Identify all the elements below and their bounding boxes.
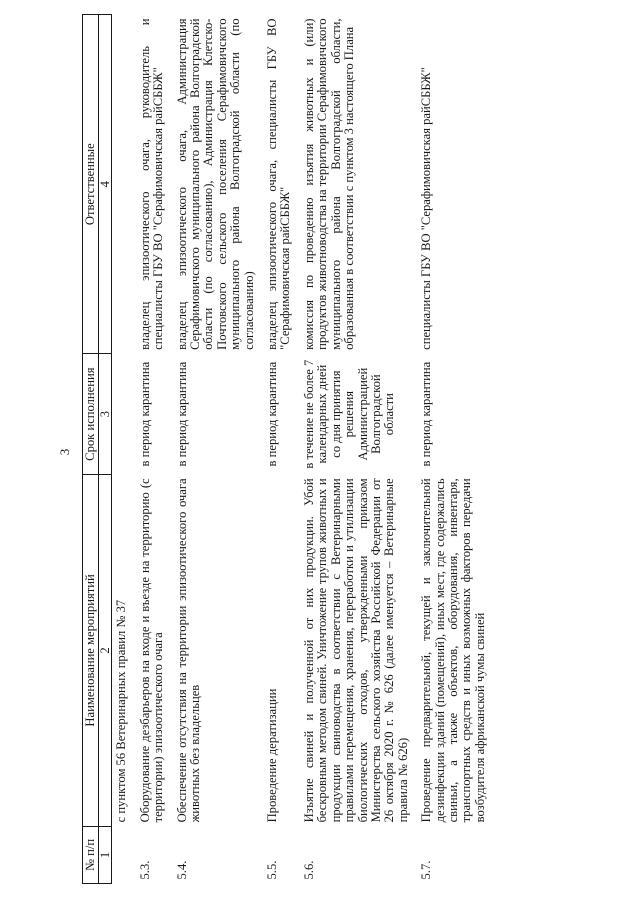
table-row xyxy=(172,15,262,884)
rotated-document-sheet xyxy=(82,14,630,884)
plan-table xyxy=(82,14,493,884)
page-number: 3 xyxy=(57,448,72,456)
row-term: в период карантина xyxy=(137,361,152,467)
header-term: Срок исполнения xyxy=(83,354,99,475)
row-term: в период карантина xyxy=(174,361,189,467)
column-number-row xyxy=(99,15,112,884)
row-measure: Проведение предварительной, текущей и заключительной дезинфекции зданий (помещений), иных мест, где содержались свиньи, а также объектов, оборудования, инвентаря, транспортных средств и иных возможных факторов передачи возбудителя африканской чумы свиней xyxy=(419,478,487,823)
row-number: 5.5. xyxy=(265,860,280,880)
table-row xyxy=(416,15,493,884)
table-row xyxy=(299,15,416,884)
row-responsible: комиссия по проведению изъятия животных и (или) продуктов животноводства на территории Серафимовичского муниципального района Волгоградской области, образованная в соответствии с пунктом 3 настоящего Плана xyxy=(301,18,357,350)
table-header-row xyxy=(83,15,99,884)
row-number: 5.6. xyxy=(301,860,316,880)
row-term: в период карантина xyxy=(419,361,434,467)
header-no: № п/п xyxy=(83,826,99,883)
column-number: 1 xyxy=(99,826,112,883)
column-number: 3 xyxy=(99,354,112,475)
row-number: 5.3. xyxy=(137,860,152,880)
row-measure: Изъятие свиней и полученной от них продукции. Убой бескровным методом свиней. Уничтожение трупов животных и продукции свиноводства в соответствии с Ветеринарными правилами перемещения, хранения, переработки и утилизации биологических отходов, утвержденными приказом Министерства сельского хозяйства Российской Федерации от 26 октября 2020 г. № 626 (далее именуется – Ветеринарные правила № 626) xyxy=(301,478,410,823)
column-number: 2 xyxy=(99,474,112,826)
row-measure: Обеспечение отсутствия на территории эпизоотического очага животных без владельцев xyxy=(174,478,203,823)
row-responsible: владелец эпизоотического очага, Администрация Серафимовичского муниципального района Волгоградской области (по согласованию), Администрация Клетско-Почтовского сельского поселения Серафимовичского муниципального района Волгоградской области (по согласованию) xyxy=(174,18,256,350)
row-measure: Проведение дератизации xyxy=(265,688,280,823)
column-number: 4 xyxy=(99,15,112,354)
header-name: Наименование мероприятий xyxy=(83,474,99,826)
row-responsible: владелец эпизоотического очага, руководитель и специалисты ГБУ ВО "Серафимовичская райСББЖ" xyxy=(137,18,166,350)
row-measure: Оборудование дезбарьеров на входе и въезде на территорию (с территории) эпизоотического очага xyxy=(137,478,166,823)
row-term: в течение не более 7 календарных дней со дня принятия решения Администрацией Волгоградской области xyxy=(301,359,397,469)
row-number: 5.4. xyxy=(174,860,189,880)
continuation-text: с пунктом 56 Ветеринарных правил № 37 xyxy=(114,599,129,823)
row-term: в период карантина xyxy=(265,361,280,467)
row-number: 5.7. xyxy=(419,860,434,880)
row-responsible: владелец эпизоотического очага, специалисты ГБУ ВО "Серафимовичская райСББЖ" xyxy=(265,18,293,350)
row-responsible: специалисты ГБУ ВО "Серафимовичская райСББЖ" xyxy=(419,67,434,350)
continuation-row xyxy=(112,15,135,884)
header-resp: Ответственные xyxy=(83,15,99,354)
table-row xyxy=(135,15,172,884)
table-row xyxy=(262,15,299,884)
